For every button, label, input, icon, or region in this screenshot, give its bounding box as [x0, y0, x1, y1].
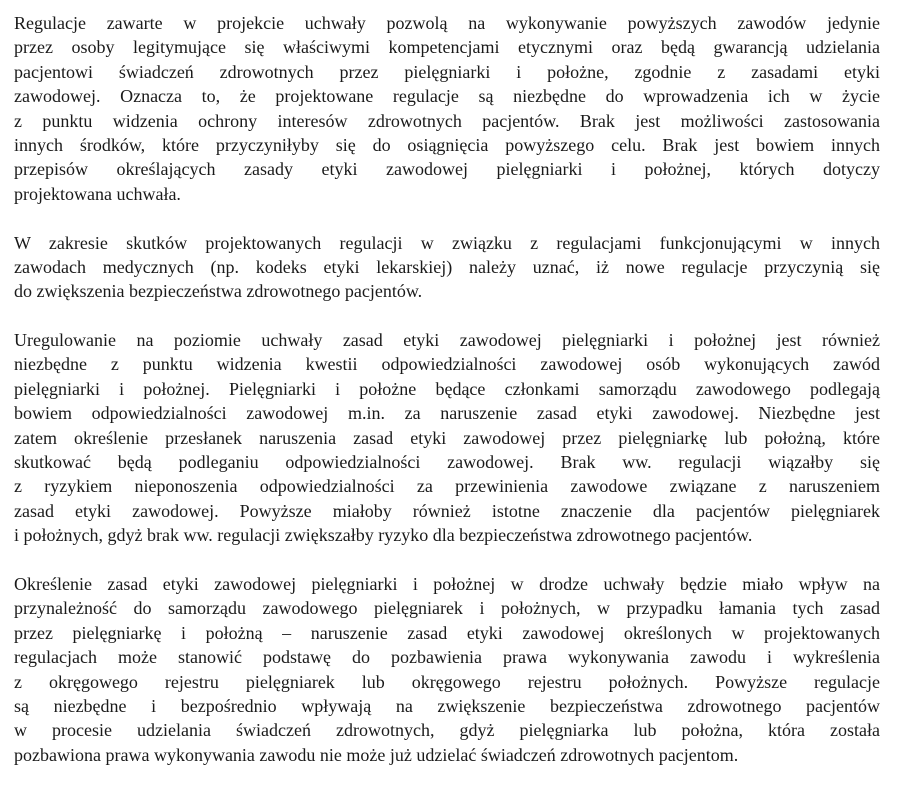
text-line: pielęgniarki i położnej. Pielęgniarki i położne będące członkami samorządu zawodowego podlegają — [14, 378, 880, 399]
text-line: skutkować będą podleganiu odpowiedzialności zawodowej. Brak ww. regulacji wiązałby się — [14, 452, 880, 473]
text-line: z punktu widzenia ochrony interesów zdrowotnych pacjentów. Brak jest możliwości zastosowania — [14, 110, 880, 131]
paragraph-1 — [14, 11, 880, 206]
document-body — [14, 11, 880, 792]
text-line: W zakresie skutków projektowanych regulacji w związku z regulacjami funkcjonującymi w innych — [14, 232, 880, 253]
text-line: regulacjach może stanowić podstawę do pozbawienia prawa wykonywania zawodu i wykreślenia — [14, 647, 880, 668]
text-line: zasad etyki zawodowej. Powyższe miałoby również istotne znaczenie dla pacjentów pielęgniarek — [14, 500, 880, 521]
text-line: projektowana uchwała. — [14, 183, 181, 204]
text-line: do zwiększenia bezpieczeństwa zdrowotnego pacjentów. — [14, 281, 423, 302]
text-line: bowiem odpowiedzialności zawodowej m.in. za naruszenie zasad etyki zawodowej. Niezbędne jest — [14, 403, 880, 424]
text-line: przez pielęgniarkę i położną – naruszenie zasad etyki zawodowej określonych w projektowanych — [14, 622, 880, 643]
text-line: przez osoby legitymujące się właściwymi kompetencjami etycznymi oraz będą gwarancją udzielania — [14, 37, 880, 58]
text-line: z ryzykiem nieponoszenia odpowiedzialności za przewinienia zawodowe związane z naruszeniem — [14, 476, 880, 497]
text-line: zawodowej. Oznacza to, że projektowane regulacje są niezbędne do wprowadzenia ich w życie — [14, 86, 880, 107]
text-line: innych środków, które przyczyniłyby się do osiągnięcia powyższego celu. Brak jest bowiem innych — [14, 134, 880, 155]
text-line: przynależność do samorządu zawodowego pielęgniarek i położnych, w przypadku łamania tych zasad — [14, 598, 880, 619]
text-line: zawodach medycznych (np. kodeks etyki lekarskiej) należy uznać, iż nowe regulacje przyczynią się — [14, 256, 880, 277]
paragraph-4 — [14, 572, 880, 767]
text-line: przepisów określających zasady etyki zawodowej pielęgniarki i położnej, których dotyczy — [14, 159, 880, 180]
text-line: zatem określenie przesłanek naruszenia zasad etyki zawodowej przez pielęgniarkę lub położną, które — [14, 427, 880, 448]
text-line: pozbawiona prawa wykonywania zawodu nie może już udzielać świadczeń zdrowotnych pacjentom. — [14, 744, 739, 765]
text-line: niezbędne z punktu widzenia kwestii odpowiedzialności zawodowej osób wykonujących zawód — [14, 354, 880, 375]
text-line: z okręgowego rejestru pielęgniarek lub okręgowego rejestru położnych. Powyższe regulacje — [14, 671, 880, 692]
text-line: Regulacje zawarte w projekcie uchwały pozwolą na wykonywanie powyższych zawodów jedynie — [14, 13, 880, 33]
text-line: pacjentowi świadczeń zdrowotnych przez pielęgniarki i położne, zgodnie z zasadami etyki — [14, 61, 880, 82]
text-line: w procesie udzielania świadczeń zdrowotnych, gdyż pielęgniarka lub położna, która została — [14, 720, 880, 741]
text-line: i położnych, gdyż brak ww. regulacji zwiększałby ryzyko dla bezpieczeństwa zdrowotnego pacjentów. — [14, 525, 753, 546]
paragraph-3 — [14, 328, 880, 548]
text-line: Uregulowanie na poziomie uchwały zasad etyki zawodowej pielęgniarki i położnej jest również — [14, 330, 880, 351]
text-line: są niezbędne i bezpośrednio wpływają na zwiększenie bezpieczeństwa zdrowotnego pacjentów — [14, 695, 880, 716]
text-line: Określenie zasad etyki zawodowej pielęgniarki i położnej w drodze uchwały będzie miało wpływ na — [14, 573, 880, 594]
paragraph-2 — [14, 231, 880, 304]
